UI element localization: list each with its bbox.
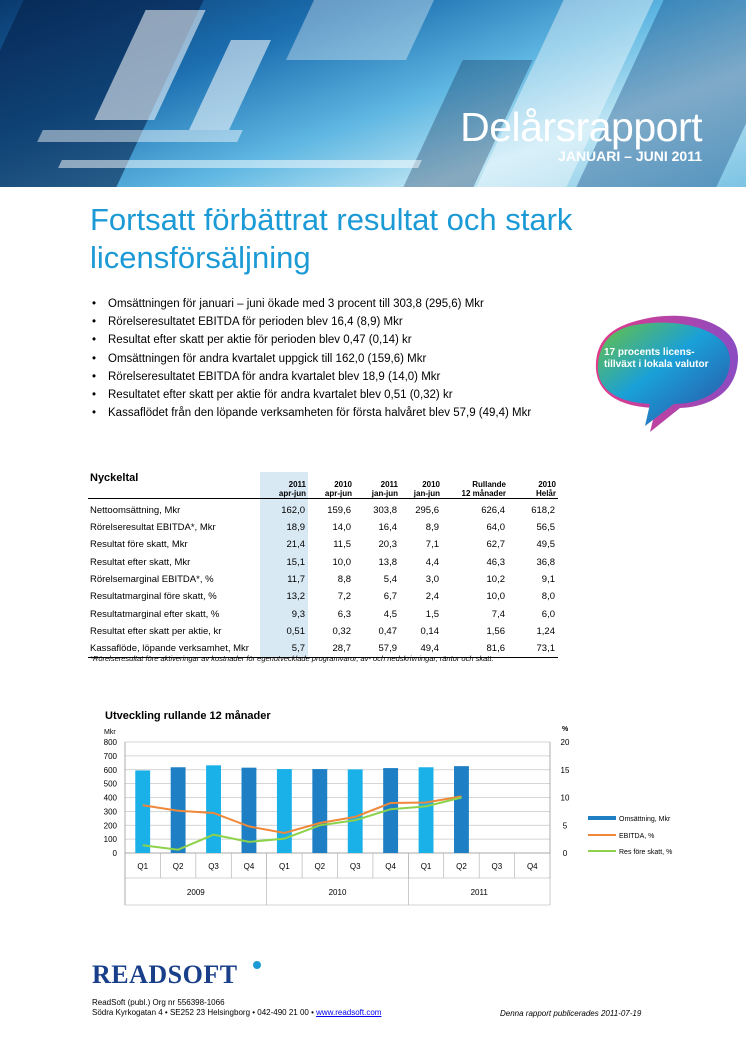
table-cell: 1,24 [536,625,555,637]
table-cell: 8,0 [541,591,555,603]
table-cell: 16,4 [378,522,397,534]
y2-tick-label: 15 [560,765,570,775]
table-cell: 1,56 [486,625,505,637]
chart-title: Utveckling rullande 12 månader [105,710,271,722]
table-cell: 57,9 [378,642,397,654]
table-footnote: *Rörelseresultat före aktiveringar av kostnader för egenutvecklade programvaror, av- och nedskrivningar, räntor och skatt. [90,654,494,663]
y2-tick-label: 0 [562,849,568,858]
table-cell: 0,47 [378,625,397,637]
row-label: Resultat före skatt, Mkr [90,539,188,551]
year-label: 2011 [470,888,488,897]
y-tick-label: 0 [112,849,117,858]
table-cell: 4,5 [383,608,397,620]
table-cell: 11,5 [333,539,351,551]
list-item: • Resultatet efter skatt per aktie för andra kvartalet blev 0,51 (0,32) kr [90,389,531,407]
y2-tick-label: 10 [560,793,570,803]
table-cell: 5,7 [260,640,308,657]
logo-dot-icon [253,961,261,969]
table-cell: 62,7 [486,539,505,551]
legend-label: Omsättning, Mkr [619,816,671,823]
table-cell: 18,9 [260,519,308,536]
table-cell: 15,1 [260,554,308,571]
legend-label: EBITDA, % [619,833,655,840]
table-cell: 159,6 [327,505,351,517]
bar [348,769,363,853]
table-cell: 1,5 [425,608,439,620]
column-header: 2011 apr-jun [260,472,308,498]
row-label: Resultatmarginal efter skatt, % [90,608,220,620]
bar [206,765,221,853]
table-cell: 6,3 [337,608,351,620]
table-row [88,588,558,605]
column-header: 2011 jan-jun [371,479,398,498]
y2-tick-label: 5 [562,821,568,831]
table-row [88,605,558,622]
y-axis-label: Mkr [104,729,116,736]
year-label: 2010 [328,888,347,897]
table-cell: 28,7 [332,642,351,654]
x-tick-label: Q4 [385,862,396,871]
x-tick-label: Q1 [420,862,432,871]
table-cell: 4,4 [425,556,439,568]
row-label: Resultatmarginal före skatt, % [90,591,217,603]
table-cell: 7,2 [337,591,351,603]
year-label: 2009 [186,888,205,897]
address-line: Södra Kyrkogatan 4 • SE252 23 Helsingborg • 042-490 21 00 • www.readsoft.com [92,1008,382,1017]
table-cell: 7,1 [425,539,439,551]
readsoft-logo: READSOFT [92,960,238,989]
table-cell: 0,51 [260,623,308,640]
website-link[interactable]: www.readsoft.com [316,1008,382,1017]
table-cell: 5,4 [383,574,397,586]
table-row [88,536,558,553]
table-cell: 64,0 [486,522,505,534]
table-cell: 8,8 [337,574,351,586]
y-tick-label: 200 [103,821,117,831]
y-tick-label: 400 [103,793,117,803]
table-cell: 618,2 [531,505,555,517]
table-title: Nyckeltal [90,472,139,484]
y-tick-label: 500 [103,779,117,789]
row-label: Resultat efter skatt per aktie, kr [90,625,222,637]
table-cell: 0,14 [420,625,439,637]
list-item: • Kassaflödet från den löpande verksamheten för första halvåret blev 57,9 (49,4) Mkr [90,407,531,425]
table-cell: 0,32 [332,625,351,637]
table-cell: 8,9 [425,522,439,534]
x-tick-label: Q1 [279,862,290,871]
table-cell: 56,5 [536,522,555,534]
table-cell: 10,0 [486,591,505,603]
publish-date: Denna rapport publicerades 2011-07-19 [500,1009,642,1018]
table-cell: 81,6 [486,642,505,654]
table-cell: 49,5 [536,539,555,551]
bar [312,769,327,853]
report-period: JANUARI – JUNI 2011 [558,148,702,164]
row-label: Resultat efter skatt, Mkr [90,556,191,568]
report-title: Delårsrapport [460,104,702,150]
list-item: • Omsättningen för januari – juni ökade med 3 procent till 303,8 (295,6) Mkr [90,298,531,316]
speech-bubble-graphic [590,312,740,437]
column-header: Rullande 12 månader [461,479,506,498]
x-tick-label: Q4 [526,862,538,871]
table-cell: 49,4 [420,642,439,654]
y-tick-label: 300 [103,807,117,817]
revenue-chart [90,720,710,920]
table-cell: 13,2 [260,588,308,605]
list-item: • Rörelseresultatet EBITDA för andra kvartalet blev 18,9 (14,0) Mkr [90,371,531,389]
row-label: Rörelsemarginal EBITDA*, % [90,574,214,586]
kpi-table [88,472,558,658]
table-cell: 3,0 [425,574,439,586]
bar [419,767,434,853]
legend-swatch [588,816,616,820]
table-cell: 21,4 [260,536,308,553]
table-cell: 36,8 [536,556,555,568]
table-cell: 162,0 [260,498,308,519]
series-line [143,798,462,850]
row-label: Kassaflöde, löpande verksamhet, Mkr [90,642,249,654]
headline: Fortsatt förbättrat resultat och stark licensförsäljning [90,202,573,275]
x-tick-label: Q3 [349,862,361,871]
table-cell: 46,3 [486,556,505,568]
column-header: 2010 jan-jun [413,479,440,498]
y2-tick-label: 20 [560,738,570,747]
row-label: Rörelseresultat EBITDA*, Mkr [90,522,216,534]
y2-axis-label: % [562,726,569,733]
table-row [88,554,558,571]
y-tick-label: 600 [103,765,117,775]
x-tick-label: Q2 [456,862,467,871]
company-info: ReadSoft (publ.) Org nr 556398-1066 [92,998,225,1007]
table-cell: 303,8 [373,505,397,517]
table-cell: 20,3 [378,539,397,551]
y-tick-label: 800 [103,738,117,747]
footer [92,998,381,1018]
bar [277,769,292,853]
x-tick-label: Q2 [172,862,184,871]
list-item: • Omsättningen för andra kvartalet uppgick till 162,0 (159,6) Mkr [90,353,531,371]
legend-label: Res före skatt, % [619,849,673,856]
list-item: • Rörelseresultatet EBITDA för perioden blev 16,4 (8,9) Mkr [90,316,531,334]
table-cell: 73,1 [536,642,555,654]
header-banner [0,0,746,187]
table-row [88,571,558,588]
table-row [88,623,558,640]
x-tick-label: Q2 [314,862,326,871]
x-tick-label: Q1 [137,862,149,871]
table-cell: 10,0 [332,556,351,568]
column-header: 2010 Helår [535,479,556,498]
table-cell: 9,3 [260,605,308,622]
table-cell: 295,6 [415,505,439,517]
y-tick-label: 100 [103,835,117,845]
table-row [88,519,558,536]
column-header: 2010 apr-jun [324,479,352,498]
table-cell: 6,7 [383,591,397,603]
x-tick-label: Q3 [208,862,219,871]
table-cell: 9,1 [541,574,555,586]
table-cell: 11,7 [260,571,308,588]
bar [454,766,469,853]
bubble-callout: 17 procents licens-tillväxt i lokala valutor [604,347,709,370]
table-cell: 6,0 [541,608,555,620]
bar [135,770,150,853]
highlights-list [90,298,531,425]
row-label: Nettoomsättning, Mkr [90,505,181,517]
table-cell: 2,4 [425,591,439,603]
y-tick-label: 700 [103,751,117,761]
table-cell: 7,4 [491,608,505,620]
table-cell: 626,4 [481,505,505,517]
x-tick-label: Q3 [491,862,503,871]
table-row [88,498,558,519]
table-cell: 13,8 [378,556,397,568]
table-cell: 14,0 [332,522,351,534]
series-line [143,796,462,833]
list-item: • Resultat efter skatt per aktie för perioden blev 0,47 (0,14) kr [90,334,531,352]
table-cell: 10,2 [486,574,505,586]
x-tick-label: Q4 [243,862,255,871]
